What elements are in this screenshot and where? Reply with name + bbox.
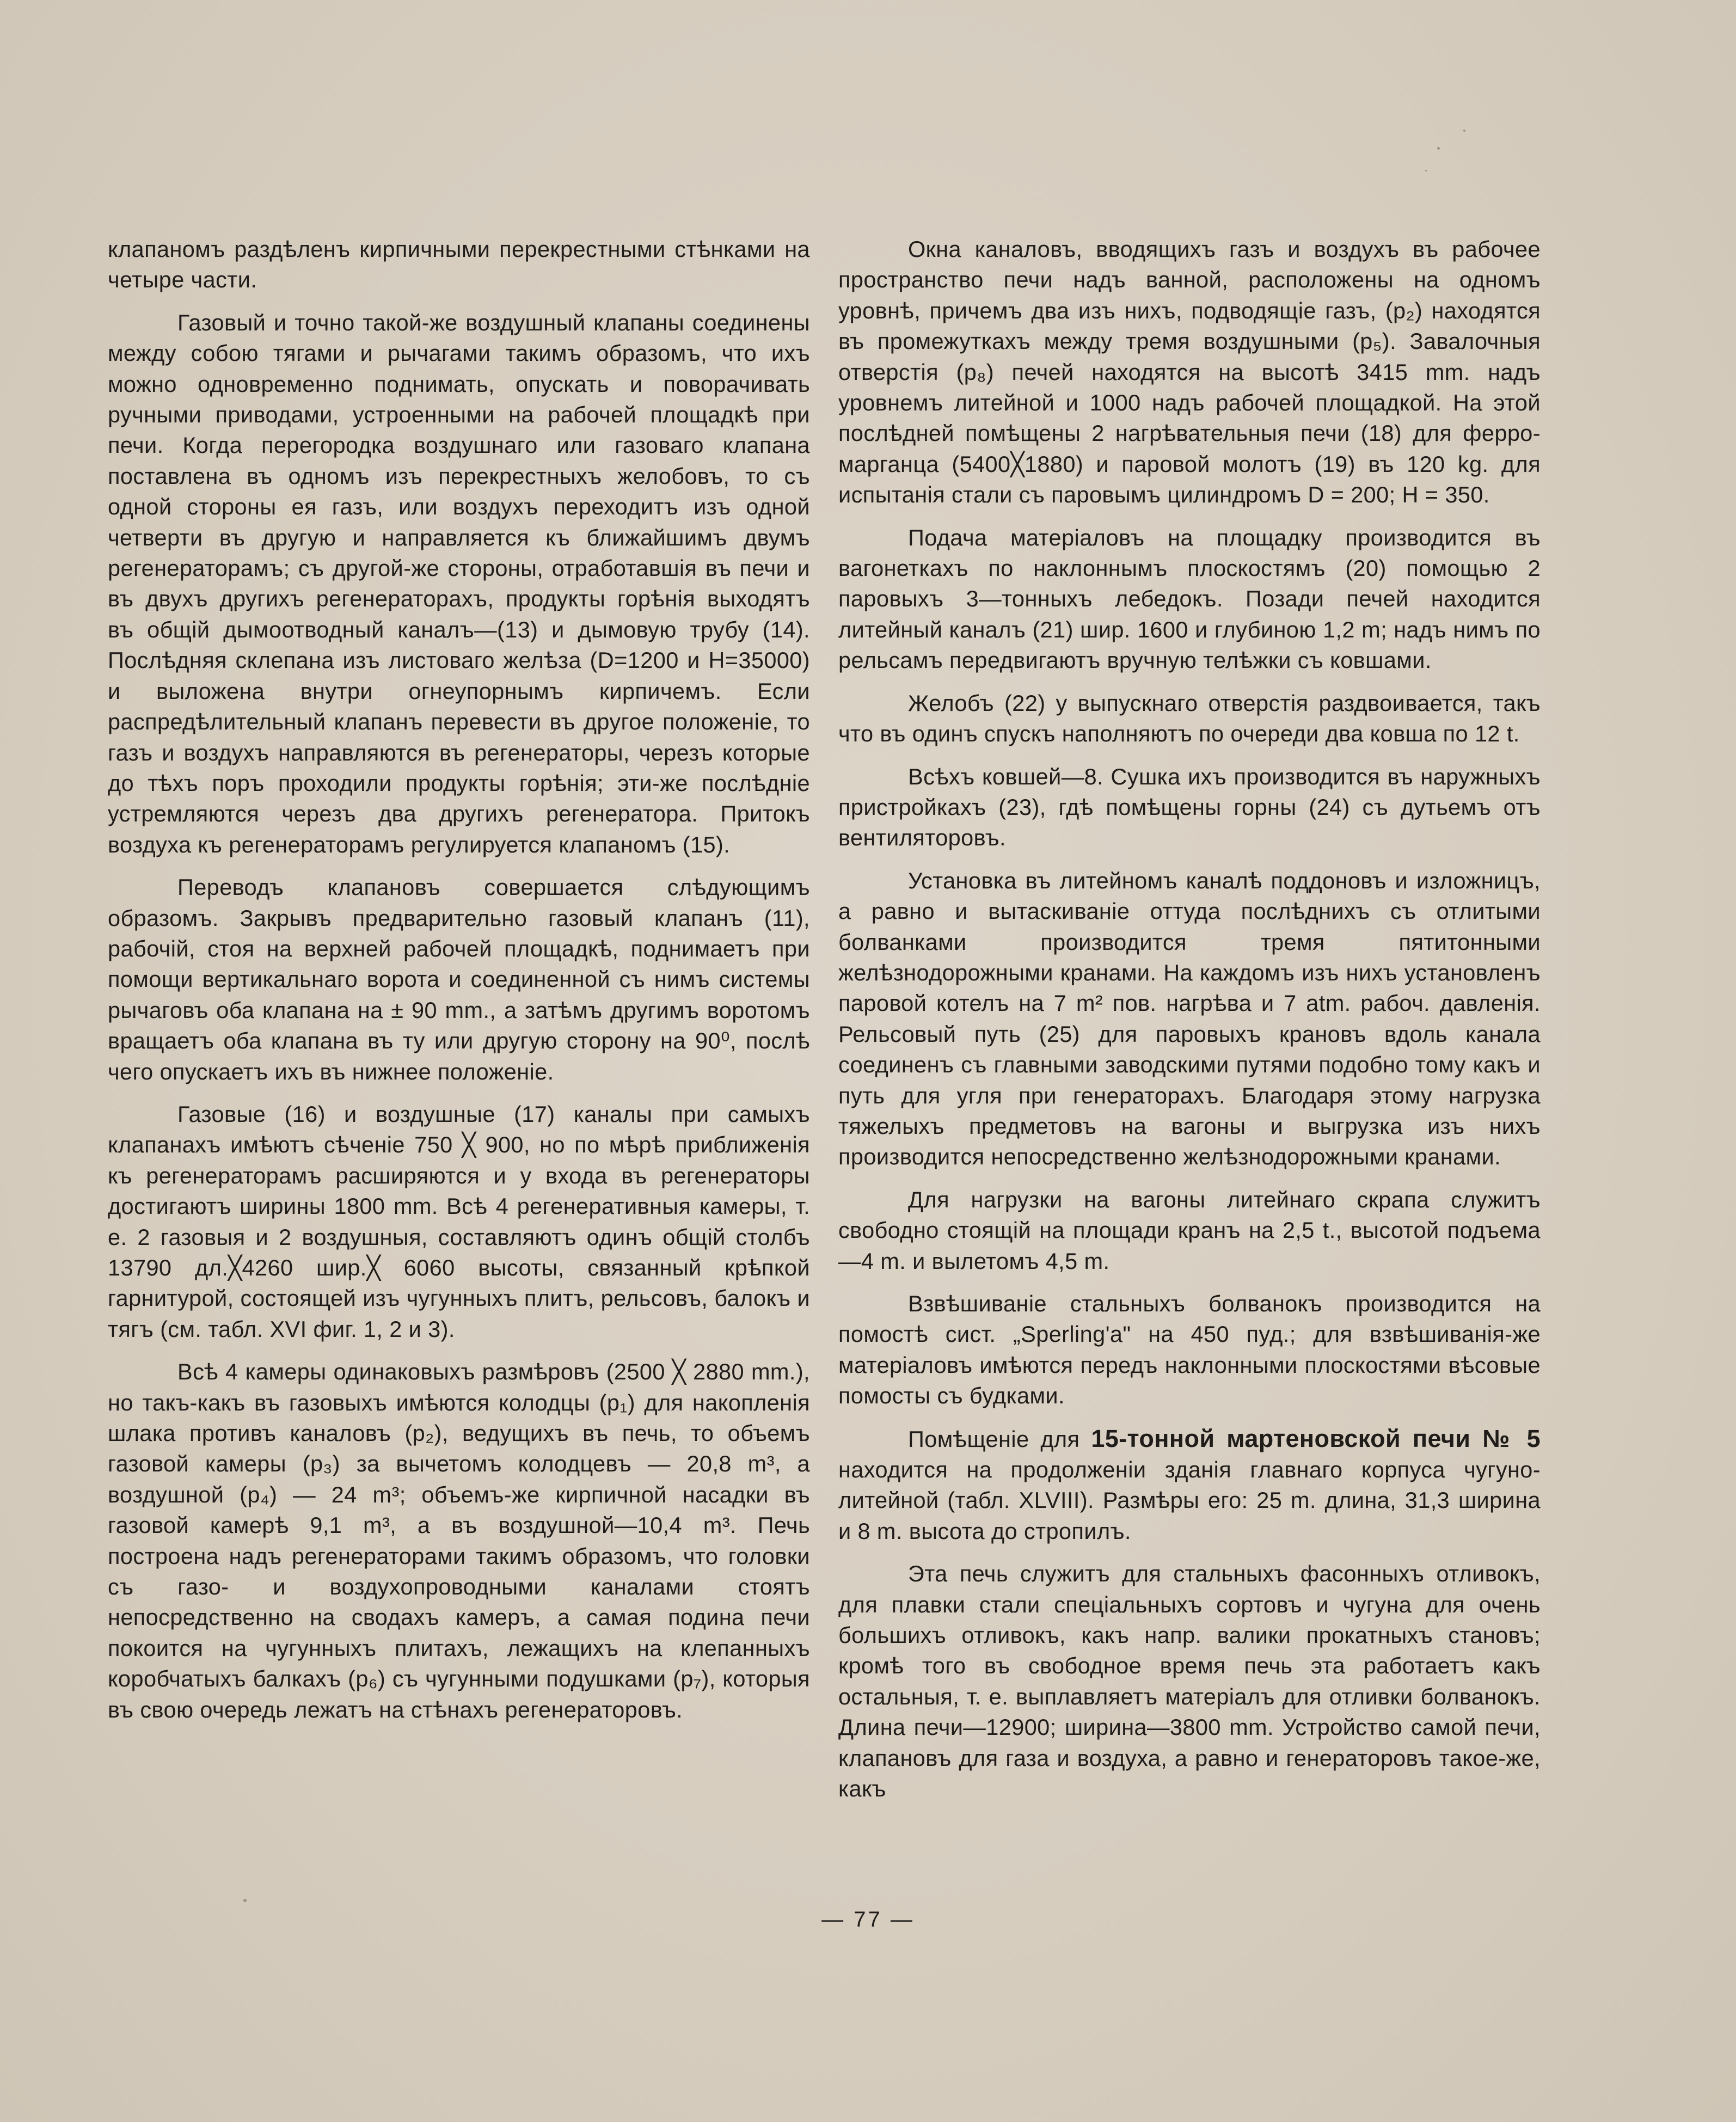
right-column <box>838 234 1541 1805</box>
paragraph: Газовый и точно такой-же воздушный клапаны соединены между собою тягами и рычагами такимъ образомъ, что ихъ можно одновременно поднимать, опускать и поворачивать ручными приводами, устроенными на рабочей площадкѣ при печи. Когда перегородка воздушнаго или газоваго клапана поставлена въ одномъ изъ перекрестныхъ желобовъ, то съ одной стороны ея газъ, или воздухъ переходитъ изъ одной четверти въ другую и направляется къ ближайшимъ двумъ регенераторамъ; съ другой-же стороны, отработавшія въ печи и въ двухъ другихъ регенераторахъ, продукты горѣнія выходятъ въ общій дымоотводный каналъ—(13) и дымовую трубу (14). Послѣдняя склепана изъ листоваго желѣза (D=1200 и H=35000) и выложена внутри огнеупорнымъ кирпичемъ. Если распредѣлительный клапанъ перевести въ другое положеніе, то газъ и воздухъ направляются въ регенераторы, черезъ которые до тѣхъ поръ проходили продукты горѣнія; эти-же послѣдніе устремляются черезъ два другихъ регенератора. Притокъ воздуха къ регенераторамъ регулируется клапаномъ (15). <box>108 309 810 857</box>
paragraph: Установка въ литейномъ каналѣ поддоновъ и изложницъ, а равно и вытаскиваніе оттуда послѣднихъ съ отлитыми болванками производится тремя пятитонными желѣзнодорожными кранами. На каждомъ изъ нихъ установленъ паровой котелъ на 7 m² пов. нагрѣва и 7 atm. рабоч. давленія. Рельсовый путь (25) для паровыхъ крановъ вдоль канала соединенъ съ главными заводскими путями подобно тому какъ и путь для угля при генераторахъ. Благодаря этому нагрузка тяжелыхъ предметовъ на вагоны и выгрузка изъ нихъ производится непосредственно желѣзнодорожными кранами. <box>838 867 1541 1170</box>
paper-speck <box>1425 170 1427 171</box>
paragraph-rest: находится на продолженіи зданія главнаго корпуса чугуно-литейной (табл. XLVIII). Размѣры его: 25 m. длина, 31,3 ширина и 8 m. высота до стропилъ. <box>838 1457 1541 1544</box>
bold-phrase: 15-тонной мартеновской печи № 5 <box>1091 1424 1541 1452</box>
paragraph: клапаномъ раздѣленъ кирпичными перекрестными стѣнками на четыре части. <box>108 236 810 293</box>
paragraph: Газовые (16) и воздушные (17) каналы при самыхъ клапанахъ имѣютъ сѣченіе 750 ╳ 900, но по мѣрѣ приближенія къ регенераторамъ расширяются и у входа въ регенераторы достигаютъ ширины 1800 mm. Всѣ 4 регенеративныя камеры, т. е. 2 газовыя и 2 воздушныя, составляютъ одинъ общій столбъ 13790 дл.╳4260 шир.╳ 6060 высоты, связанный крѣпкой гарнитурой, состоящей изъ чугунныхъ плитъ, рельсовъ, балокъ и тягъ (см. табл. XVI фиг. 1, 2 и 3). <box>108 1101 810 1342</box>
paragraph: Эта печь служитъ для стальныхъ фасонныхъ отливокъ, для плавки стали спеціальныхъ сортовъ и чугуна для очень большихъ отливокъ, какъ напр. валики прокатныхъ становъ; кромѣ того въ свободное время печь эта работаетъ какъ остальныя, т. е. выплавляетъ матеріалъ для отливки болванокъ. Длина печи—12900; ширина—3800 mm. Устройство самой печи, клапановъ для газа и воздуха, а равно и генераторовъ такое-же, какъ <box>838 1561 1541 1802</box>
paper-speck <box>1463 130 1465 132</box>
paragraph: Желобъ (22) у выпускнаго отверстія раздвоивается, такъ что въ одинъ спускъ наполняютъ по очереди два ковша по 12 t. <box>838 690 1541 747</box>
paper-speck <box>243 1899 247 1902</box>
paragraph: Переводъ клапановъ совершается слѣдующимъ образомъ. Закрывъ предварительно газовый клапанъ (11), рабочій, стоя на верхней рабочей площадкѣ, поднимаетъ при помощи вертикальнаго ворота и соединенной съ нимъ системы рычаговъ оба клапана на ± 90 mm., а затѣмъ другимъ воротомъ вращаетъ оба клапана въ ту или другую сторону на 90⁰, послѣ чего опускаетъ ихъ въ нижнее положеніе. <box>108 874 810 1084</box>
paragraph: Для нагрузки на вагоны литейнаго скрапа служитъ свободно стоящій на площади кранъ на 2,5 t., высотой подъема—4 m. и вылетомъ 4,5 m. <box>838 1186 1541 1274</box>
page-number: — 77 — <box>821 1908 915 1931</box>
paragraph: Всѣхъ ковшей—8. Сушка ихъ производится въ наружныхъ пристройкахъ (23), гдѣ помѣщены горны (24) съ дутьемъ отъ вентиляторовъ. <box>838 763 1541 851</box>
paper-speck <box>1437 147 1440 150</box>
paragraph-heading <box>838 1424 1541 1547</box>
left-column <box>108 234 810 1725</box>
paragraph: Подача матеріаловъ на площадку производится въ вагонеткахъ по наклоннымъ плоскостямъ (20) помощью 2 паровыхъ 3—тонныхъ лебедокъ. Позади печей находится литейный каналъ (21) шир. 1600 и глубиною 1,2 m; надъ нимъ по рельсамъ передвигаютъ вручную телѣжки съ ковшами. <box>838 524 1541 673</box>
paragraph: Окна каналовъ, вводящихъ газъ и воздухъ въ рабочее пространство печи надъ ванной, расположены на одномъ уровнѣ, причемъ два изъ нихъ, подводящіе газъ, (p₂) находятся въ промежуткахъ между тремя воздушными (p₅). Завалочныя отверстія (p₈) печей находятся на высотѣ 3415 mm. надъ уровнемъ литейной и 1000 надъ рабочей площадкой. На этой послѣдней помѣщены 2 нагрѣвательныя печи (18) для ферро-марганца (5400╳1880) и паровой молотъ (19) въ 120 kg. для испытанія стали съ паровымъ цилиндромъ D = 200; H = 350. <box>838 236 1541 508</box>
paragraph-lead: Помѣщеніе для <box>908 1426 1091 1452</box>
paragraph: Взвѣшиваніе стальныхъ болванокъ производится на помостѣ сист. „Sperling'a" на 450 пуд.; для взвѣшиванія-же матеріаловъ имѣются передъ наклонными плоскостями вѣсовые помосты съ будками. <box>838 1291 1541 1409</box>
paragraph: Всѣ 4 камеры одинаковыхъ размѣровъ (2500 ╳ 2880 mm.), но такъ-какъ въ газовыхъ имѣются колодцы (p₁) для накопленія шлака противъ каналовъ (p₂), ведущихъ въ печь, то объемъ газовой камеры (p₃) за вычетомъ колодцевъ — 20,8 m³, а воздушной (p₄) — 24 m³; объемъ-же кирпичной насадки въ газовой камерѣ 9,1 m³, а въ воздушной—10,4 m³. Печь построена надъ регенераторами такимъ образомъ, что головки съ газо- и воздухопроводными каналами стоятъ непосредственно на сводахъ камеръ, а самая подина печи покоится на чугунныхъ плитахъ, лежащихъ на клепанныхъ коробчатыхъ балкахъ (p₆) съ чугунными подушками (p₇), которыя въ свою очередь лежатъ на стѣнахъ регенераторовъ. <box>108 1359 810 1722</box>
